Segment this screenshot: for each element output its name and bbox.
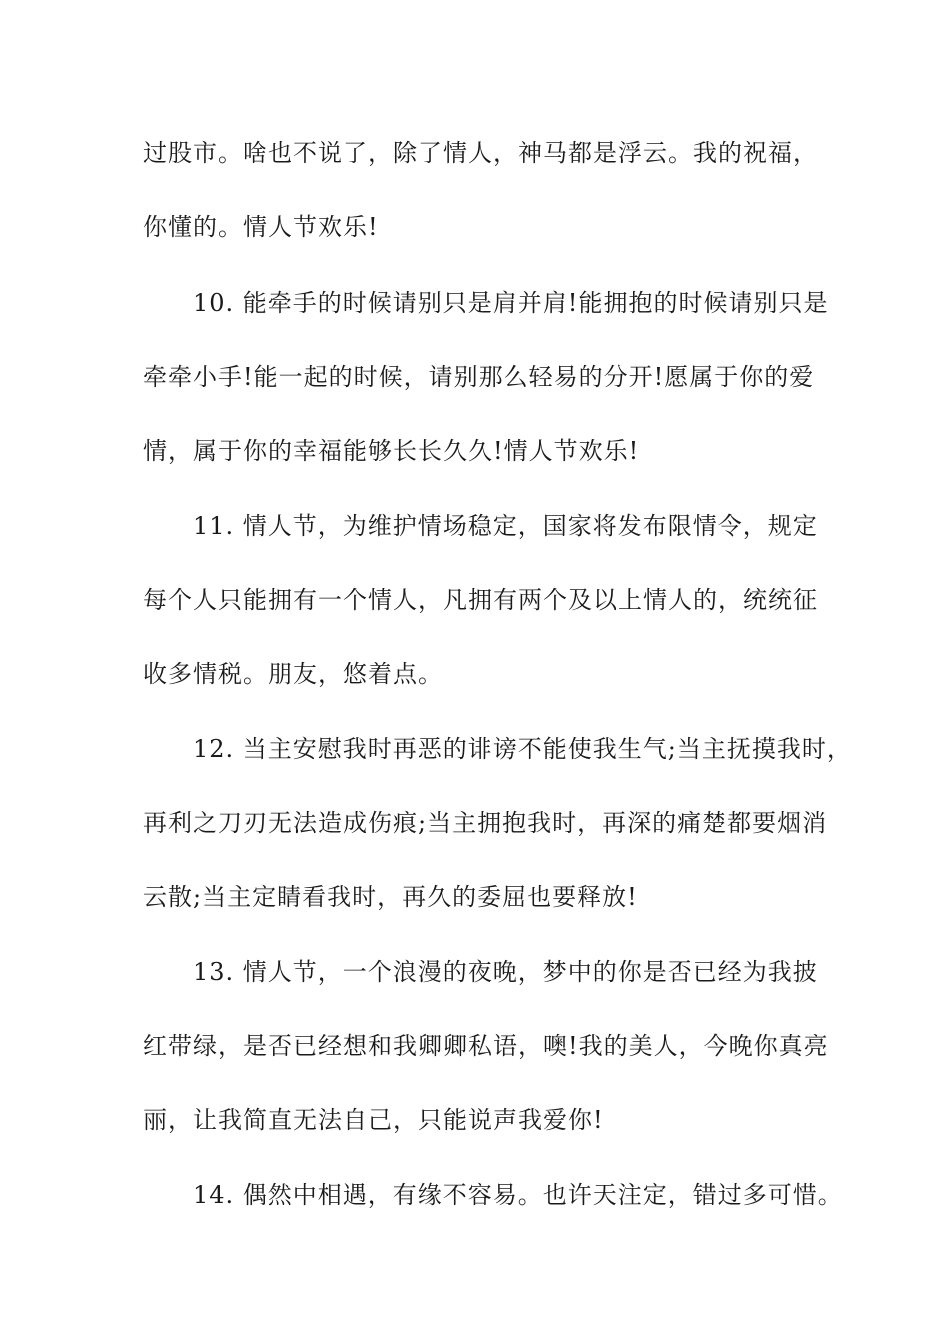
text-line: 情，属于你的幸福能够长长久久!情人节欢乐! — [143, 437, 640, 465]
numbered-item-start: 10. 能牵手的时候请别只是肩并肩!能拥抱的时候请别只是 — [193, 289, 829, 317]
numbered-item-start: 14. 偶然中相遇，有缘不容易。也许天注定，错过多可惜。 — [193, 1181, 843, 1209]
text-line: 丽，让我简直无法自己，只能说声我爱你! — [143, 1106, 604, 1134]
numbered-item-start: 12. 当主安慰我时再恶的诽谤不能使我生气;当主抚摸我时， — [193, 735, 852, 763]
text-line: 你懂的。情人节欢乐! — [143, 213, 379, 241]
text-line: 过股市。啥也不说了，除了情人，神马都是浮云。我的祝福， — [143, 139, 818, 167]
text-line: 云散;当主定睛看我时，再久的委屈也要释放! — [143, 883, 638, 911]
text-line: 牵牵小手!能一起的时候，请别那么轻易的分开!愿属于你的爱 — [143, 363, 815, 391]
text-line: 再利之刀刃无法造成伤痕;当主拥抱我时，再深的痛楚都要烟消 — [143, 809, 828, 837]
text-line: 收多情税。朋友，悠着点。 — [143, 660, 443, 688]
text-line: 每个人只能拥有一个情人，凡拥有两个及以上情人的，统统征 — [143, 586, 818, 614]
text-line: 红带绿，是否已经想和我卿卿私语，噢!我的美人，今晚你真亮 — [143, 1032, 829, 1060]
numbered-item-start: 13. 情人节，一个浪漫的夜晚，梦中的你是否已经为我披 — [193, 958, 818, 986]
numbered-item-start: 11. 情人节，为维护情场稳定，国家将发布限情令，规定 — [193, 512, 818, 540]
